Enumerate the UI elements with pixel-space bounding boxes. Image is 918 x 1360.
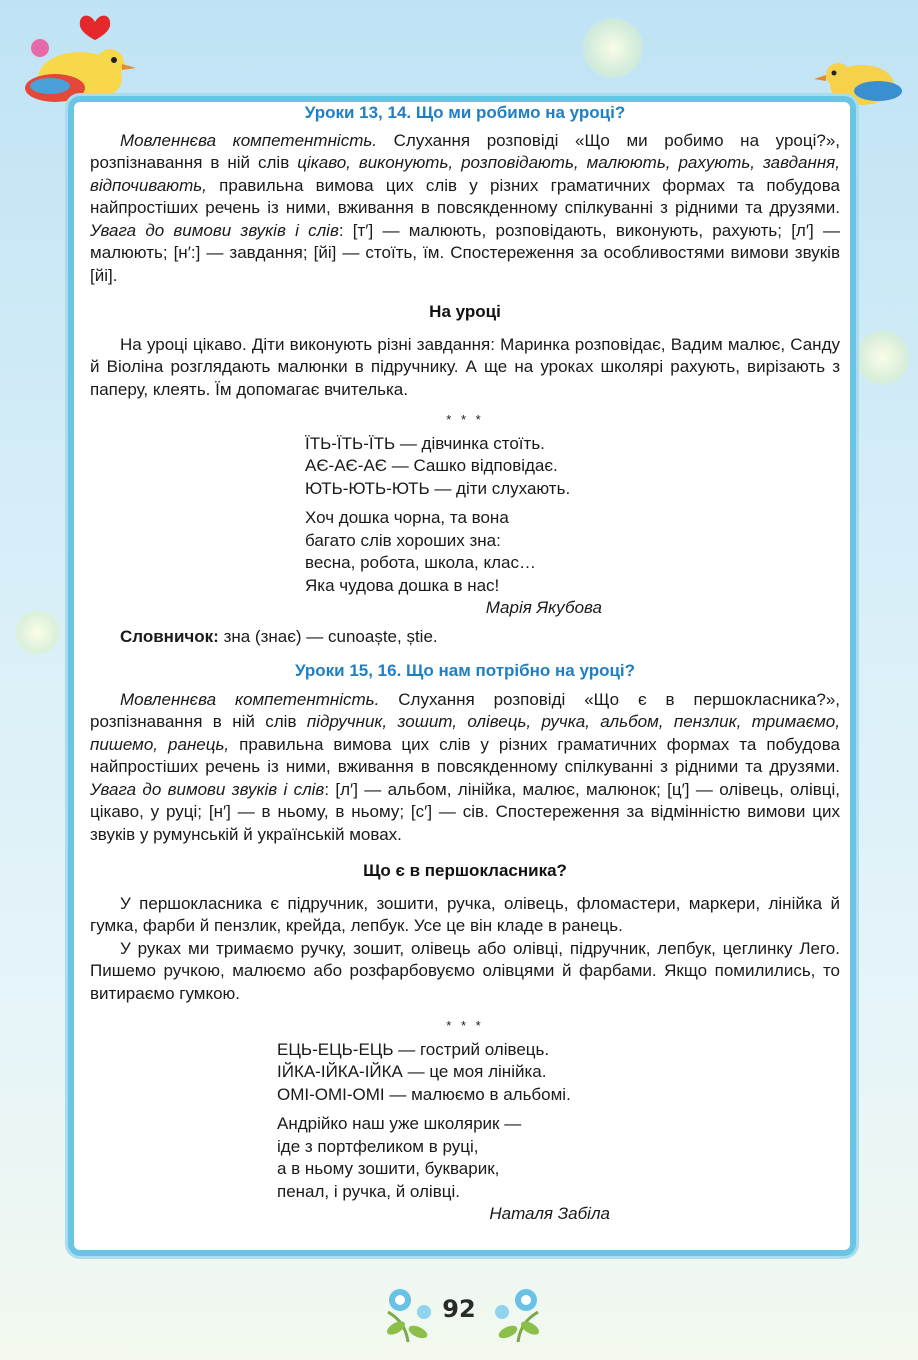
text-fragment: : [т′] — малюють, розповідають, виконують, рахують; [л′] — малюють; [н′:] — завдання; [йі] — стоїть, їм. Спостереження за особливостями вимови звуків [йі]. (90, 220, 840, 285)
stars-divider: * * * (446, 1018, 484, 1033)
poem-author: Марія Якубова (485, 598, 602, 617)
text-paragraph: У першокласника є підручник, зошити, ручка, олівець, фломастери, маркери, лінійка й гумка, фарби й пензлик, крейда, лепбук. Усе це він кладе в ранець. (90, 893, 840, 935)
stars-divider: * * * (446, 412, 484, 427)
poem-author: Наталя Забіла (489, 1204, 610, 1223)
text-title: Що є в першокласника? (363, 861, 567, 880)
text-title: На уроці (429, 302, 501, 321)
glossary (90, 626, 840, 649)
italic-fragment: цікаво, виконують, розповідають, малюють, рахують, завдання, відпочивають, (90, 153, 840, 195)
poem-line: ІЙКА-ІЙКА-ІЙКА — це моя лінійка. (277, 1062, 547, 1081)
italic-fragment: Мовленнєва компетентність. (120, 689, 380, 709)
italic-fragment: Мовленнєва компетентність. (120, 130, 378, 150)
poem-line: ОМІ-ОМІ-ОМІ — малюємо в альбомі. (277, 1084, 571, 1104)
poem-line: весна, робота, школа, клас… (305, 553, 536, 572)
text-fragment: правильна вимова цих слів у різних граматичних формах та побудова найпростіших речень із ними, вживання в повсякденному спілкуванні з рідними та друзями. (90, 175, 840, 217)
poem-stanza (277, 1113, 840, 1203)
decor-bubble (15, 610, 60, 655)
text-paragraph: На уроці цікаво. Діти виконують різні завдання: Маринка розповідає, Вадим малює, Санду й Віоліна розглядають малюнки в підручнику. А ще на уроках школярі рахують, вирізають з паперу, клеять. Їм допомагає вчителька. (90, 334, 840, 399)
text-paragraph: У руках ми тримаємо ручку, зошит, олівець або олівці, підручник, лепбук, цеглинку Лего. Пишемо ручкою, малюємо або розфарбовуємо олівцями й фарбами. Якщо помилились, то витираємо гумкою. (90, 938, 840, 1003)
italic-fragment: Увага до вимови звуків і слів (90, 220, 339, 240)
decor-bubble (855, 330, 910, 385)
poem-line: пенал, і ручка, й олівці. (277, 1181, 460, 1201)
poem-line: іде з портфеликом в руці, (277, 1136, 479, 1156)
poem-line: ЮТЬ-ЮТЬ-ЮТЬ — діти слухають. (305, 478, 571, 498)
poem-line: Андрійко наш уже школярик — (277, 1114, 522, 1133)
poem-stanza (277, 1039, 840, 1107)
page-number: 92 (442, 1295, 476, 1323)
decor-bubble (583, 18, 643, 78)
poem-line: багато слів хороших зна: (305, 530, 501, 550)
poem-line: Хоч дошка чорна, та вона (305, 508, 509, 527)
text-fragment: Слухання розповіді «Що є в першокласника?», розпізнавання в ній слів (90, 689, 840, 731)
poem-stanza (305, 433, 840, 501)
competence-paragraph (90, 689, 840, 847)
italic-fragment: Увага до вимови звуків і слів (90, 779, 325, 799)
poem-line: АЄ-АЄ-АЄ — Сашко відповідає. (305, 456, 558, 475)
flower-ornament-right-icon (488, 1282, 548, 1344)
poem-stanza (305, 507, 840, 597)
section-title: Уроки 15, 16. Що нам потрібно на уроці? (294, 661, 636, 680)
text-fragment: Слухання розповіді «Що ми робимо на уроці?», розпізнавання в ній слів (90, 130, 841, 172)
glossary-text: зна (знає) — cunoaște, știe. (218, 626, 438, 646)
poem-line: а в ньому зошити, букварик, (277, 1159, 500, 1178)
text-fragment: правильна вимова цих слів у різних граматичних формах та побудова найпростіших речень із ними, вживання в повсякденному спілкуванні з рідними та друзями. (90, 734, 840, 776)
section-title: Уроки 13, 14. Що ми робимо на уроці? (304, 103, 626, 122)
poem-line: ЇТЬ-ЇТЬ-ЇТЬ — дівчинка стоїть. (305, 433, 545, 453)
italic-fragment: підручник, зошит, олівець, ручка, альбом, пензлик, тримаємо, пишемо, ранець, (90, 712, 840, 754)
poem-line: Яка чудова дошка в нас! (305, 575, 500, 595)
text-fragment: : [л′] — альбом, лінійка, малює, малюнок; [ц′] — олівець, олівці, цікаво, у руці; [н′] — в ньому, в ньому; [с′] — сів. Спостереження за відмінністю вимови цих звуків у румунській й українській мовах. (90, 779, 840, 844)
page-content (90, 102, 840, 1226)
glossary-label: Словничок: (120, 626, 219, 646)
poem-line: ЕЦЬ-ЕЦЬ-ЕЦЬ — гострий олівець. (277, 1039, 550, 1059)
competence-paragraph (90, 130, 840, 288)
